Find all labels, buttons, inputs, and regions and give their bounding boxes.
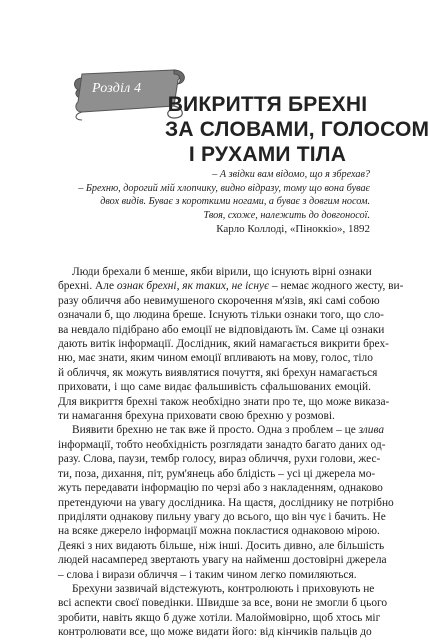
- body-line: приділяти однакову пильну увагу до всього, що він чує і бачить. Не: [58, 510, 386, 523]
- body-line: означали б, що людина бреше. Існують тільки ознаки того, що сло-: [58, 309, 384, 322]
- title-line-3: І РУХАМИ ТІЛА: [188, 143, 347, 166]
- body-line: інформації, тобто необхідність розглядати занадто багато даних од-: [58, 438, 386, 451]
- epigraph-line: – Брехню, дорогий мій хлопчику, видно відразу, тому що вона буває: [78, 182, 370, 194]
- title-line-2: ЗА СЛОВАМИ, ГОЛОСОМ: [165, 118, 429, 141]
- body-line: ню, має знати, яким чином емоції впливають на мову, голос, тіло: [58, 352, 373, 365]
- body-line: дають витік інформації. Дослідник, який намагається викрити брех-: [58, 338, 389, 351]
- body-line: претендуючи на увагу дослідника. На щастя, досліднику не потрібно: [58, 496, 394, 509]
- chapter-title: [165, 92, 429, 167]
- body-line: людей насамперед звертають увагу на найменш достовірні джерела: [58, 554, 387, 567]
- body-line: зробити, навіть якщо б дуже хотіли. Малоймовірно, щоб хтось міг: [58, 611, 381, 624]
- body-line: всі аспекти своєї поведінки. Швидше за все, вони не змогли б цього: [58, 597, 388, 610]
- body-line: ва невдало підібрано або емоції не відповідають їм. Саме ці ознаки: [58, 323, 385, 336]
- body-line: Для викриття брехні також необхідно знати про те, що може виказа-: [58, 395, 390, 408]
- body-line: й обличчя, як можуть виявлятися почуття, які брехун намагається: [58, 366, 378, 379]
- body-line: – слова і вирази обличчя – і таким чином легко помиляються.: [58, 568, 357, 581]
- epigraph-line: двох видів. Буває з короткими ногами, а буває з довгим носом.: [100, 196, 370, 208]
- epigraph-line: Твоя, схоже, належить до довгоносої.: [203, 209, 370, 221]
- emphasis-text: злива: [358, 424, 385, 437]
- body-line: ти, поза, дихання, піт, рум'янець або блідість – усі ці джерела мо-: [58, 467, 376, 480]
- body-line: жуть передавати інформацію по черзі або з накладенням, однаково: [58, 482, 383, 495]
- body-line: Виявити брехню не так вже й просто. Одна з проблем – це злива: [72, 424, 385, 437]
- body-line: разу. Слова, паузи, тембр голосу, вираз обличчя, рухи голови, жес-: [58, 453, 381, 466]
- body-line: разу обличчя або невимушеного скорочення м'язів, які самі собою: [58, 294, 380, 307]
- body-line: на всяке джерело інформації можна покластися однаковою мірою.: [58, 525, 380, 538]
- body-line: брехні. Але ознак брехні, як таких, не існує – немає жодного жесту, ви-: [58, 280, 404, 293]
- emphasis-text: ознак брехні, як таких, не існує: [116, 280, 270, 293]
- body-line: Люди брехали б менше, якби вірили, що існують вірні ознаки: [72, 266, 372, 278]
- epigraph-line: – А звідки вам відомо, що я збрехав?: [212, 169, 370, 180]
- title-line-1: ВИКРИТТЯ БРЕХНІ: [167, 93, 368, 116]
- chapter-label: Розділ 4: [92, 81, 142, 96]
- body-line: приховати, і що саме видає фальшивість сфальшованих емоцій.: [58, 381, 371, 394]
- epigraph: [60, 168, 370, 237]
- body-line: Брехуни зазвичай відстежують, контролюють і приховують не: [72, 582, 375, 595]
- epigraph-source: Карло Коллоді, «Піноккіо», 1892: [216, 223, 370, 236]
- body-line: Деякі з них видають більше, ніж інші. Досить дивно, але більшість: [58, 539, 385, 552]
- body-line: ти намагання брехуна приховати свою брехню у розмові.: [58, 410, 335, 423]
- body-text: [58, 265, 404, 640]
- body-line: контролювати все, що може видати його: від кінчиків пальців до: [58, 626, 372, 639]
